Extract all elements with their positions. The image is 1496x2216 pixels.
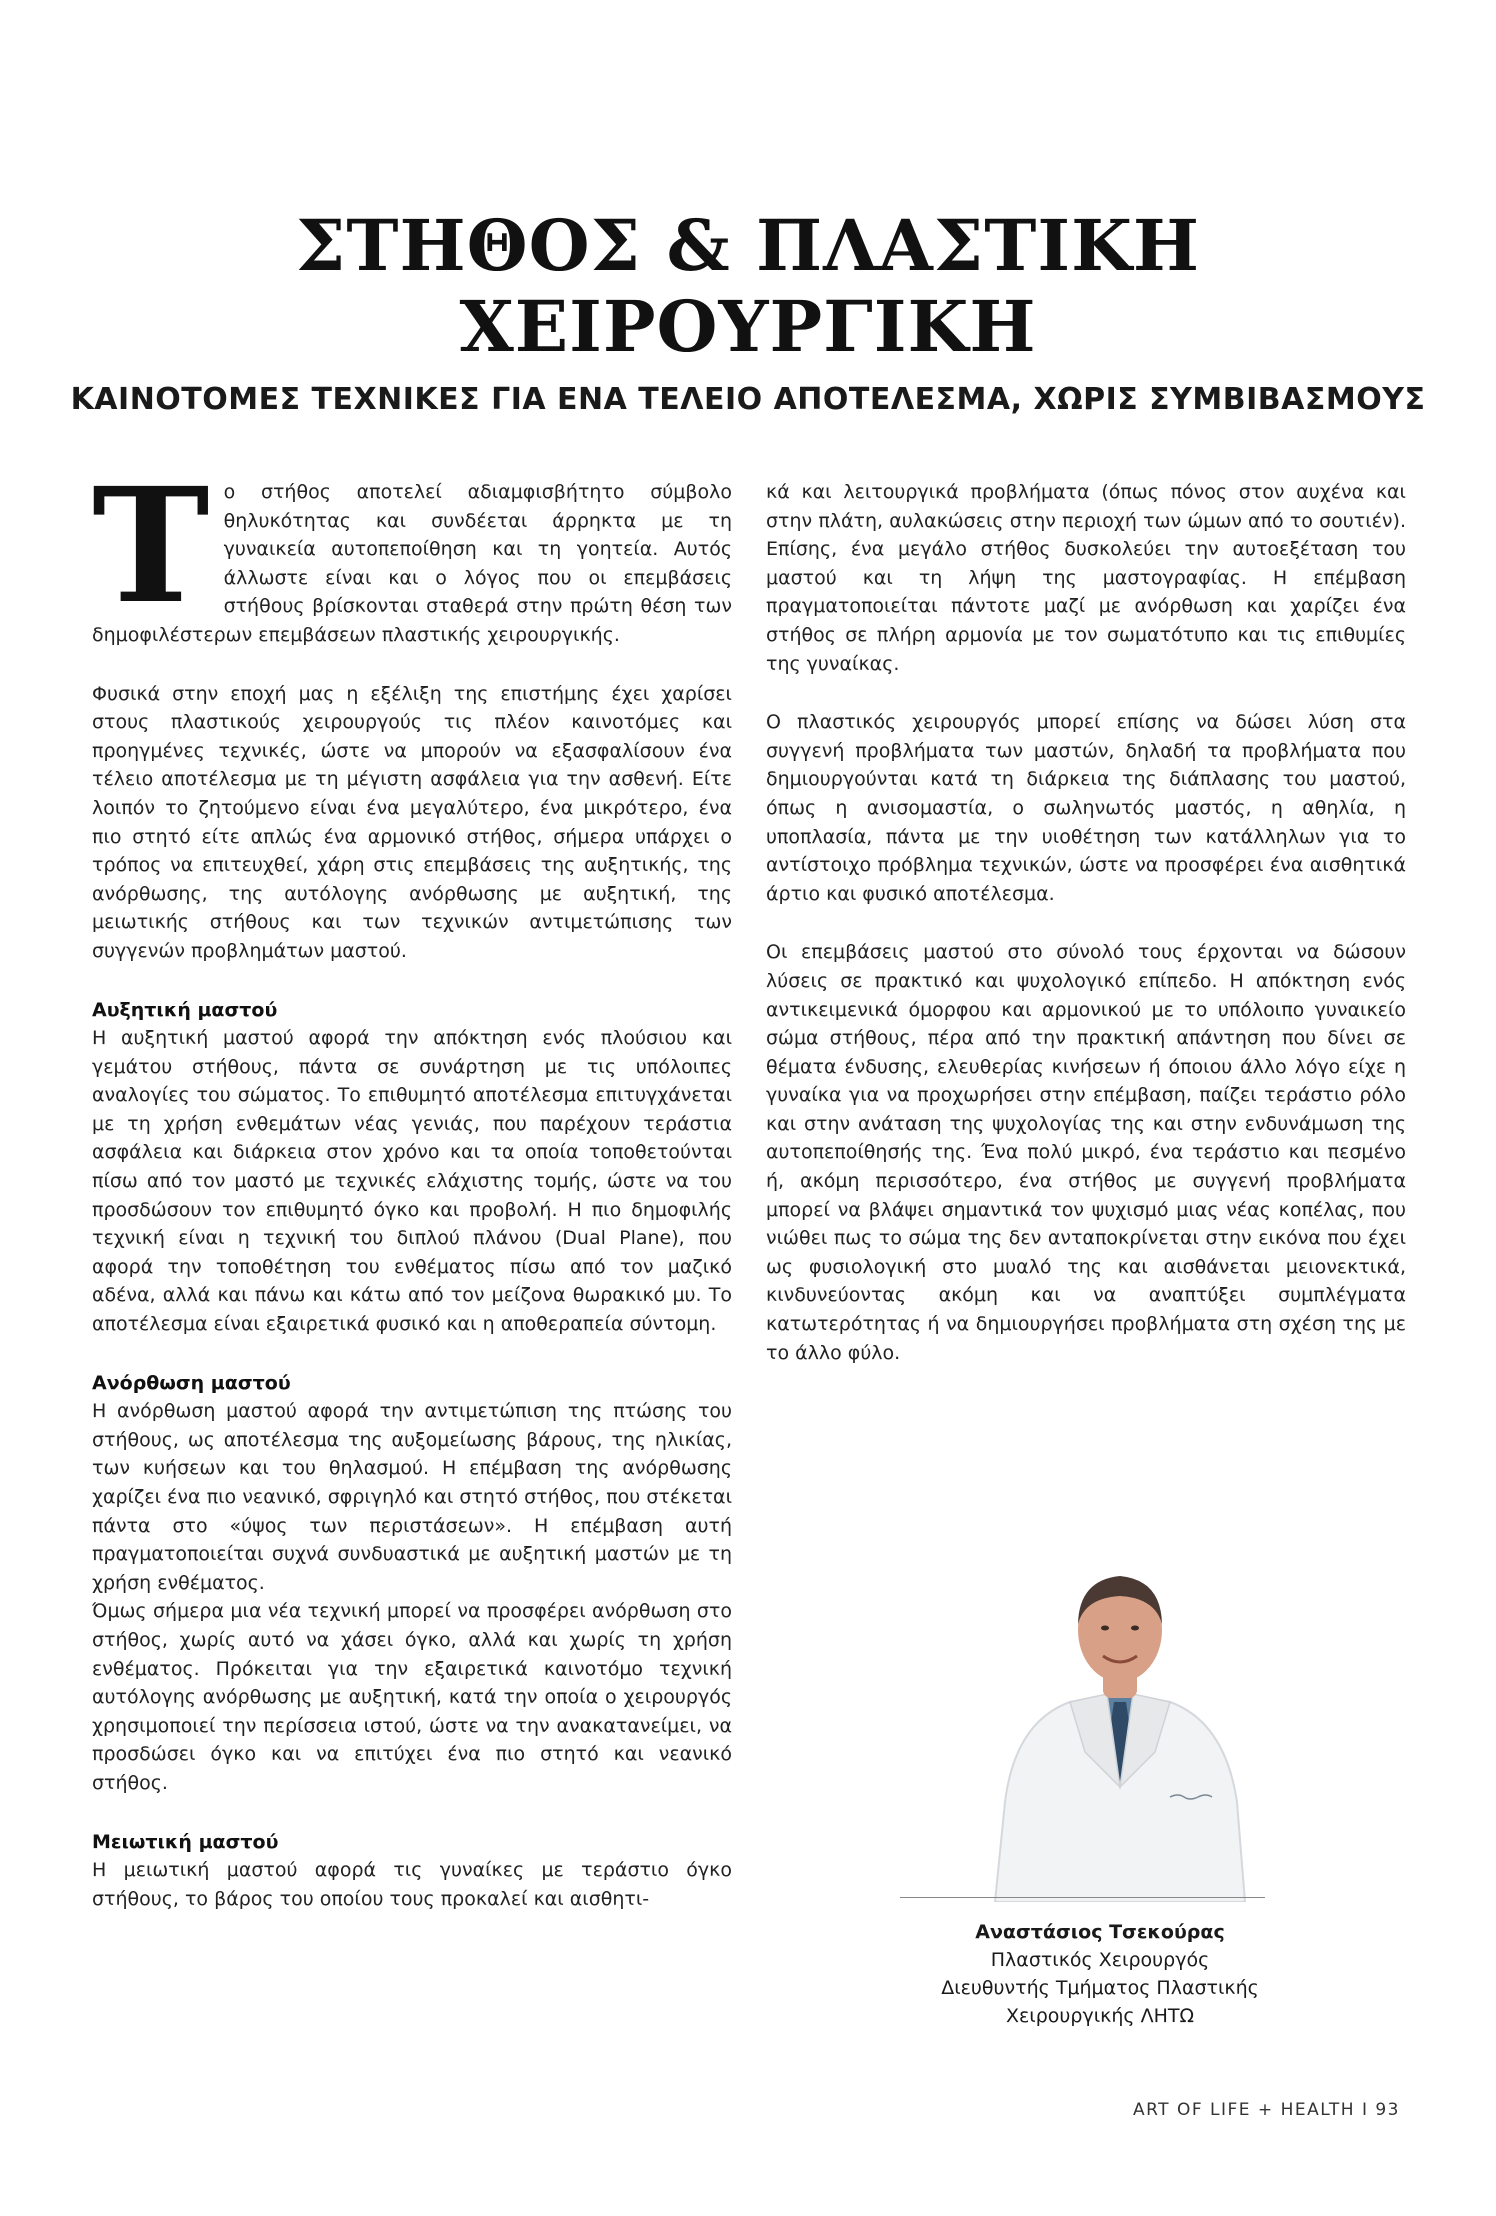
eye-left: [1101, 1626, 1109, 1631]
author-department-line2: Χειρουργικής ΛΗΤΩ: [1006, 2005, 1194, 2027]
surgeon-portrait: [975, 1552, 1265, 1902]
eye-right: [1131, 1626, 1139, 1631]
article-title-line1: ΣΤΗΘΟΣ & ΠΛΑΣΤΙΚΗ: [295, 204, 1201, 287]
paragraph-congenital: Ο πλαστικός χειρουργός μπορεί επίσης να δώσει λύση στα συγγενή προβλήματα των μαστών, δηλαδή τα προβλήματα που δημιουργούνται κατά τη διάρκεια της διάπλασης του μαστού, όπως η ανισομαστία, ο σωληνωτός μαστός, η αθηλία, η υποπλασία, πάντα με την υιοθέτηση των κατάλληλων για το αντίστοιχο πρόβλημα τεχνικών, ώστε να προσφέρει ένα αισθητικά άρτιο και φυσικό αποτέλεσμα.: [766, 711, 1406, 905]
paragraph-psychology: Οι επεμβάσεις μαστού στο σύνολό τους έρχονται να δώσουν λύσεις σε πρακτικό και ψυχολογικό επίπεδο. Η απόκτηση ενός αντικειμενικά όμορφου και αρμονικού με το υπόλοιπο γυναικείο σώμα στήθους, πέρα από την πρακτική απάντηση που δίνει σε θέματα ένδυσης, ελευθερίας κινήσεων ή όποιου άλλο λόγο είχε η γυναίκα για να προχωρήσει στην επέμβαση, παίζει τεράστιο ρόλο και στην ανάταση της ψυχολογίας της και στην ενδυνάμωση της αυτοπεποίθησής της. Ένα πολύ μικρό, ένα τεράστιο και πεσμένο ή, ακόμη περισσότερο, ένα στήθος με συγγενή προβλήματα μπορεί να βλάψει σημαντικά τον ψυχισμό μιας νέας κοπέλας, που νιώθει πως το σώμα της δεν ανταποκρίνεται στην εικόνα που έχει ως φυσιολογική στο μυαλό της και αισθάνεται μειονεκτικά, κινδυνεύοντας ακόμη και να αναπτύξει συμπλέγματα κατωτερότητας ή να δημιουργήσει προβλήματα στη σχέση της με το άλλο φύλο.: [766, 941, 1406, 1364]
intro-paragraph: [92, 454, 732, 650]
paragraph-augmentation: Η αυξητική μαστού αφορά την απόκτηση ενός πλούσιου και γεμάτου στήθους, πάντα σε συνάρτηση με τις υπόλοιπες αναλογίες του σώματος. Το επιθυμητό αποτέλεσμα επιτυγχάνεται με τη χρήση ενθεμάτων νέας γενιάς, που παρέχουν τεράστια ασφάλεια και διάρκεια στον χρόνο και τα οποία τοποθετούνται πίσω από τον μαστό με τεχνικές ελάχιστης τομής, ώστε να του προσδώσουν τον επιθυμητό όγκο και προβολή. Η πιο δημοφιλής τεχνική είναι η τεχνική του διπλού πλάνου (Dual Plane), που αφορά την τοποθέτηση του ενθέματος πίσω από τον μαζικό αδένα, αλλά και πάνω και κάτω από τον μείζονα θωρακικό μυ. Το αποτέλεσμα είναι εξαιρετικά φυσικό και η αποθεραπεία σύντομη.: [92, 1027, 732, 1336]
paragraph-lift: Η ανόρθωση μαστού αφορά την αντιμετώπιση της πτώσης του στήθους, ως αποτέλεσμα της αυξομείωσης βάρους, της ηλικίας, των κυήσεων και του θηλασμού. Η επέμβαση της ανόρθωσης χαρίζει ένα πιο νεανικό, σφριγηλό και στητό στήθος, που στέκεται πάντα στο «ύψος των περιστάσεων». Η επέμβαση αυτή πραγματοποιείται συχνά συνδυαστικά με αυξητική μαστών με τη χρήση ενθέματος.: [92, 1400, 732, 1594]
author-caption: [880, 1918, 1320, 2030]
heading-augmentation: Αυξητική μαστού: [92, 998, 278, 1021]
author-name: Αναστάσιος Τσεκούρας: [975, 1921, 1225, 1943]
heading-reduction: Μειωτική μαστού: [92, 1830, 279, 1853]
paragraph-techniques: Φυσικά στην εποχή μας η εξέλιξη της επιστήμης έχει χαρίσει στους πλαστικούς χειρουργούς τις πλέον καινοτόμες και προηγμένες τεχνικές, ώστε να μπορούν να εξασφαλίσουν ένα τέλειο αποτέλεσμα με τη μέγιστη ασφάλεια για την ασθενή. Είτε λοιπόν το ζητούμενο είναι ένα μεγαλύτερο, ένα μικρότερο, ένα πιο στητό είτε απλώς ένα αρμονικό στήθος, σήμερα υπάρχει ο τρόπος να επιτευχθεί, χάρη στις επεμβάσεις της αυξητικής, της ανόρθωσης, της αυτόλογης ανόρθωσης με αυξητική, της μειωτικής στήθους και των τεχνικών αντιμετώπισης των συγγενών προβλημάτων μαστού.: [92, 682, 732, 962]
heading-lift: Ανόρθωση μαστού: [92, 1371, 291, 1394]
article-subtitle: ΚΑΙΝΟΤΟΜΕΣ ΤΕΧΝΙΚΕΣ ΓΙΑ ΕΝΑ ΤΕΛΕΙΟ ΑΠΟΤΕΛΕΣΜΑ, ΧΩΡΙΣ ΣΥΜΒΙΒΑΣΜΟΥΣ: [70, 382, 1426, 417]
paragraph-lift-autologous: Όμως σήμερα μια νέα τεχνική μπορεί να προσφέρει ανόρθωση στο στήθος, χωρίς αυτό να χάσει όγκο, αλλά και χωρίς τη χρήση ενθέματος. Πρόκειται για την εξαιρετικά καινοτόμο τεχνική αυτόλογης ανόρθωσης με αυξητική, κατά την οποία ο χειρουργός χρησιμοποιεί την περίσσεια ιστού, ώστε να την ανακατανείμει, να προσδώσει όγκο και να επιτύχει ένα πιο στητό και νεανικό στήθος.: [92, 1600, 732, 1794]
magazine-name: ART OF LIFE + HEALTH: [1132, 2100, 1356, 2120]
page-number: 93: [1375, 2100, 1400, 2120]
paragraph-reduction: Η μειωτική μαστού αφορά τις γυναίκες με τεράστιο όγκο στήθους, το βάρος του οποίου τους προκαλεί και αισθητι-: [92, 1859, 732, 1910]
footer-separator: I: [1361, 2100, 1369, 2120]
drop-cap: Τ: [92, 454, 210, 639]
left-column: [92, 454, 732, 1943]
intro-text: ο στήθος αποτελεί αδιαμφισβήτητο σύμβολο θηλυκότητας και συνδέεται άρρηκτα με τη γυναικεία αυτοπεποίθηση και τη γοητεία. Αυτός άλλωστε είναι και ο λόγος που οι επεμβάσεις στήθους βρίσκονται σταθερά στην πρώτη θέση των δημοφιλέστερων επεμβάσεων πλαστικής χειρουργικής.: [92, 481, 732, 646]
author-role: Πλαστικός Χειρουργός: [990, 1949, 1210, 1971]
page-footer: [1080, 2100, 1400, 2120]
photo-divider: [900, 1897, 1265, 1898]
paragraph-reduction-cont: κά και λειτουργικά προβλήματα (όπως πόνος στον αυχένα και στην πλάτη, αυλακώσεις στην περιοχή των ώμων από το σουτιέν). Επίσης, ένα μεγάλο στήθος δυσκολεύει την αυτοεξέταση του μαστού και τη λήψη της μαστογραφίας. Η επέμβαση πραγματοποιείται πάντοτε μαζί με ανόρθωση και χαρίζει ένα στήθος σε πλήρη αρμονία με τον σωματότυπο και τις επιθυμίες της γυναίκας.: [766, 481, 1406, 675]
right-column: [766, 478, 1406, 1397]
author-department-line1: Διευθυντής Τμήματος Πλαστικής: [941, 1977, 1259, 1999]
article-title-line2: ΧΕΙΡΟΥΡΓΙΚΗ: [459, 285, 1037, 368]
